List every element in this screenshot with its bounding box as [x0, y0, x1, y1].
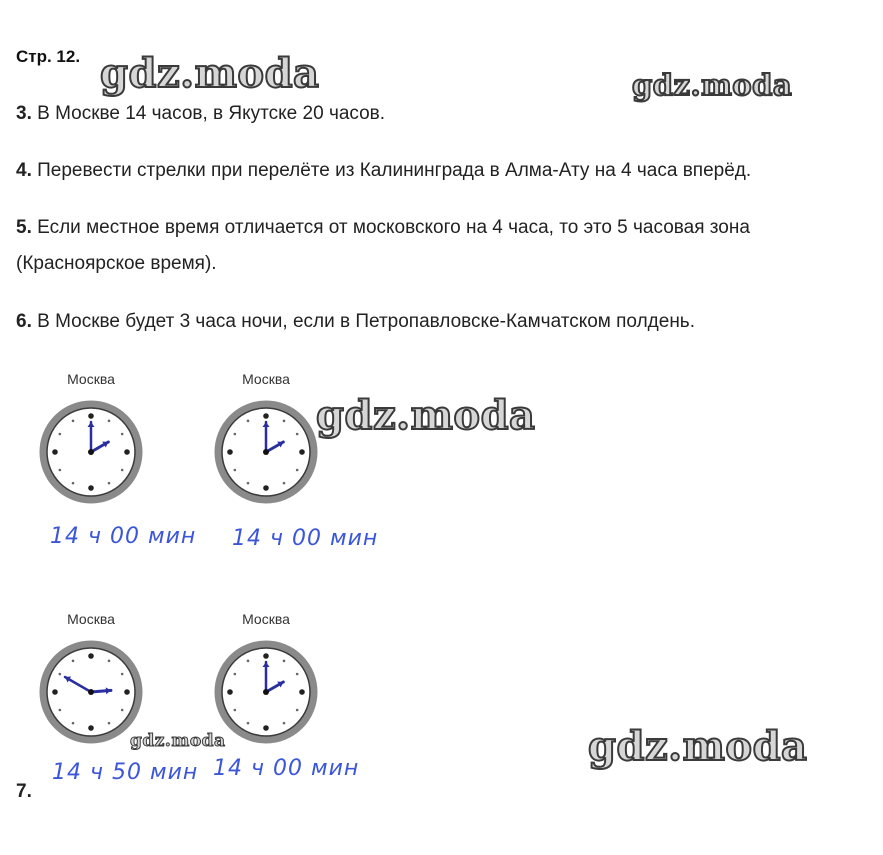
clock-label: Москва	[67, 611, 115, 627]
clock-tick	[234, 469, 237, 472]
clock-tick	[121, 709, 124, 712]
paragraph-text: Перевести стрелки при перелёте из Калининграда в Алма-Ату на 4 часа вперёд.	[31, 160, 752, 181]
clock-tick	[108, 482, 111, 485]
clock-tick	[124, 689, 130, 695]
item-7	[16, 774, 32, 810]
paragraph-text: В Москве будет 3 часа ночи, если в Петропавловске-Камчатском полдень.	[31, 311, 695, 332]
clock-tick	[299, 449, 305, 455]
clock-tick	[59, 673, 62, 676]
clock-tick	[296, 673, 299, 676]
clock-tick	[227, 449, 233, 455]
watermark: gdz.moda	[316, 392, 536, 439]
paragraph-text: В Москве 14 часов, в Якутске 20 часов.	[31, 103, 386, 124]
clock-tick	[52, 689, 58, 695]
paragraph-number: 3.	[16, 103, 32, 124]
clock-face-icon	[211, 637, 321, 747]
clock-tick	[247, 482, 250, 485]
handwritten-time: 14 ч 50 мин	[52, 760, 199, 785]
clock-tick	[283, 420, 286, 423]
clock-tick	[72, 482, 75, 485]
clock-tick	[59, 433, 62, 436]
clock-tick	[227, 689, 233, 695]
clock-tick	[124, 449, 130, 455]
clock-tick	[263, 725, 269, 731]
clock-label: Москва	[242, 371, 290, 387]
clock-tick	[234, 709, 237, 712]
clock-tick	[234, 433, 237, 436]
watermark: gdz.moda	[632, 68, 793, 102]
clock-tick	[234, 673, 237, 676]
paragraph-number: 5.	[16, 217, 32, 238]
clock-tick	[263, 653, 269, 659]
clock-tick	[88, 653, 94, 659]
watermark: gdz.moda	[130, 731, 226, 751]
handwritten-time: 14 ч 00 мин	[232, 526, 379, 551]
clock-tick	[296, 433, 299, 436]
paragraph-continuation: (Красноярское время).	[16, 253, 217, 274]
paragraph-number: 4.	[16, 160, 32, 181]
clock-tick	[247, 722, 250, 725]
paragraph-4	[16, 153, 751, 189]
clock-tick	[263, 413, 269, 419]
clock-tick	[72, 420, 75, 423]
clock-tick	[121, 673, 124, 676]
clock-tick	[52, 449, 58, 455]
clock-tick	[283, 660, 286, 663]
paragraph-number: 7.	[16, 781, 32, 802]
clock-tick	[108, 660, 111, 663]
clock-tick	[72, 722, 75, 725]
clock-tick	[263, 485, 269, 491]
clock-tick	[283, 482, 286, 485]
paragraph-6	[16, 304, 695, 340]
paragraph-number: 6.	[16, 311, 32, 332]
clock-tick	[88, 725, 94, 731]
watermark: gdz.moda	[100, 50, 320, 97]
clock-tick	[296, 709, 299, 712]
clock-tick	[296, 469, 299, 472]
clock-tick	[59, 709, 62, 712]
clock-tick	[108, 420, 111, 423]
clock-label: Москва	[242, 611, 290, 627]
paragraph-text: Если местное время отличается от московского на 4 часа, то это 5 часовая зона	[31, 217, 750, 238]
clock-tick	[283, 722, 286, 725]
clock-tick	[247, 660, 250, 663]
clock-tick	[88, 485, 94, 491]
clock-face-icon	[211, 397, 321, 507]
paragraph-5	[16, 210, 750, 282]
clock-tick	[121, 469, 124, 472]
watermark: gdz.moda	[588, 723, 808, 770]
clock-tick	[247, 420, 250, 423]
clock-tick	[88, 413, 94, 419]
handwritten-time: 14 ч 00 мин	[50, 524, 197, 549]
clock-tick	[121, 433, 124, 436]
paragraph-3	[16, 96, 385, 132]
clock-face-icon	[36, 397, 146, 507]
clock-tick	[59, 469, 62, 472]
clock-tick	[72, 660, 75, 663]
handwritten-time: 14 ч 00 мин	[213, 756, 360, 781]
clock-label: Москва	[67, 371, 115, 387]
page-heading: Стр. 12.	[16, 47, 81, 66]
clock-tick	[299, 689, 305, 695]
clock-tick	[108, 722, 111, 725]
